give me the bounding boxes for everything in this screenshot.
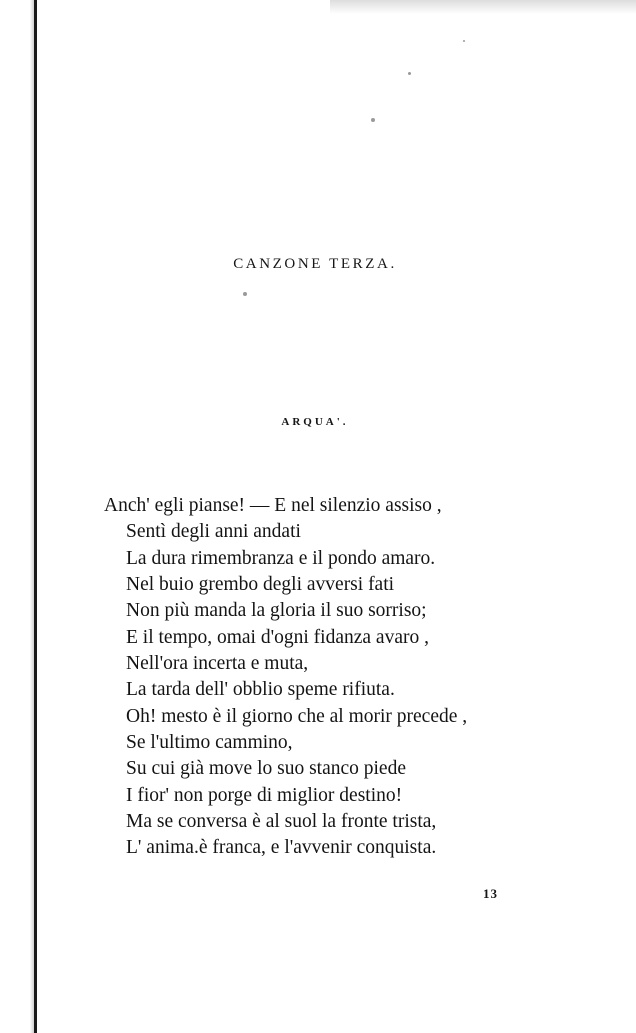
poem-line: Non più manda la gloria il suo sorriso; bbox=[126, 600, 427, 621]
scan-smudge bbox=[330, 0, 636, 14]
binding-edge bbox=[34, 0, 37, 1033]
poem-line: L' anima.è franca, e l'avvenir conquista. bbox=[126, 837, 437, 858]
poem-line: Ma se conversa è al suol la fronte trista, bbox=[126, 811, 437, 832]
poem-line: Se l'ultimo cammino, bbox=[126, 732, 293, 753]
poem-line: Su cui già move lo suo stanco piede bbox=[126, 758, 406, 779]
poem-line: E il tempo, omai d'ogni fidanza avaro , bbox=[126, 627, 429, 648]
section-title: CANZONE TERZA. bbox=[233, 256, 397, 272]
scan-speck bbox=[408, 72, 411, 75]
poem-line: Oh! mesto è il giorno che al morir precede , bbox=[126, 706, 468, 727]
poem-line: Sentì degli anni andati bbox=[126, 521, 301, 542]
scan-speck bbox=[371, 118, 375, 122]
page-number: 13 bbox=[483, 886, 498, 901]
poem-line: La tarda dell' obblio speme rifiuta. bbox=[126, 679, 395, 700]
poem-line: Anch' egli pianse! — E nel silenzio assiso , bbox=[104, 495, 442, 516]
scan-speck bbox=[463, 40, 465, 42]
poem-line: Nell'ora incerta e muta, bbox=[126, 653, 309, 674]
poem-line: I fior' non porge di miglior destino! bbox=[126, 785, 403, 806]
poem-title: ARQUA'. bbox=[281, 416, 349, 428]
poem-line: La dura rimembranza e il pondo amaro. bbox=[126, 548, 436, 569]
poem-line: Nel buio grembo degli avversi fati bbox=[126, 574, 395, 595]
scan-speck bbox=[243, 292, 247, 296]
